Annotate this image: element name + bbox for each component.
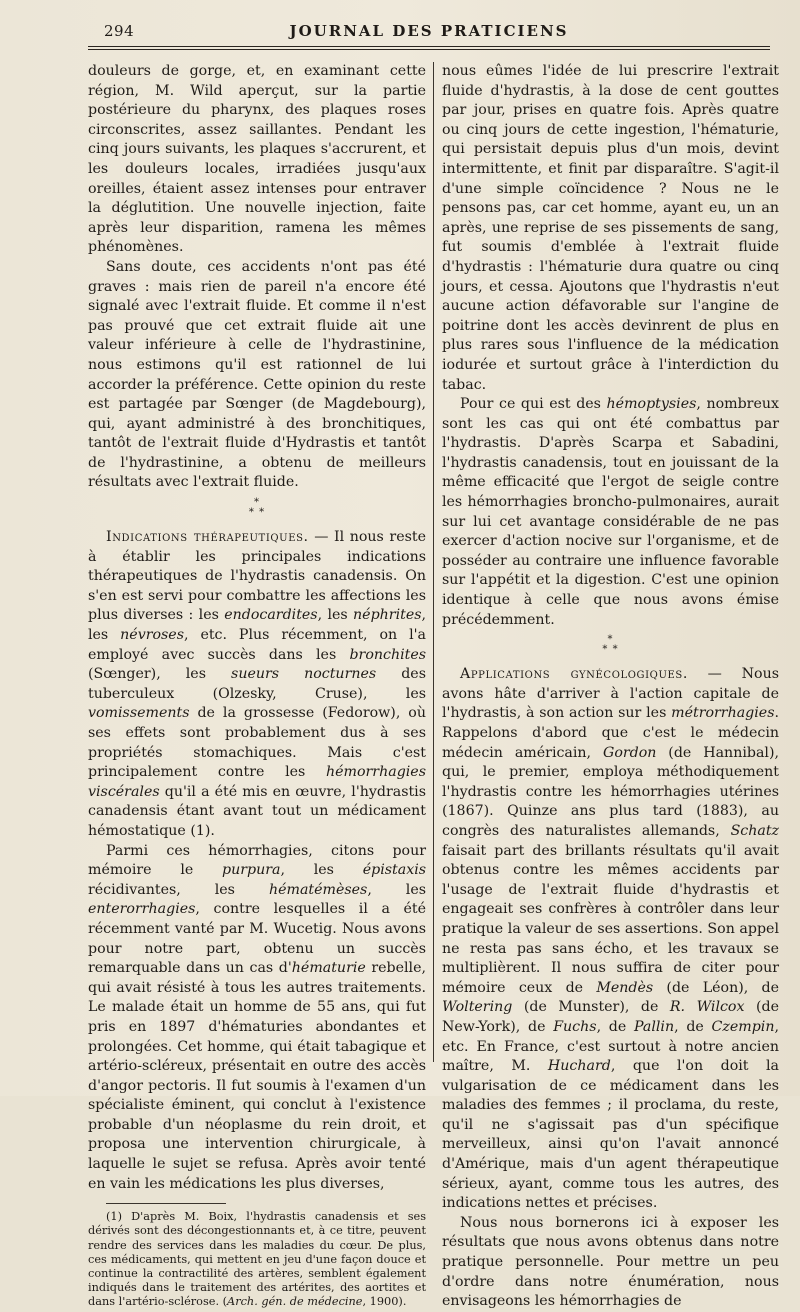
footnote: (1) D'après M. Boix, l'hydrastis canadensis et ses dérivés sont des décongestionnants et, à ce titre, peuvent rendre des services dans les maladies du cœur. De plus, ces médicaments, qui mettent en jeu d'une façon douce et continue la contractilité des artères, semblent également indiqués dans le traitement des artérites, des aortites et dans l'artério-sclérose. (Arch. gén. de médecine, 1900).: [88, 1210, 426, 1309]
paragraph: Pour ce qui est des hémoptysies, nombreux sont les cas qui ont été combattus par l'hydrastis. D'après Scarpa et Sabadini, l'hydrastis canadensis, tout en jouissant de la même efficacité que l'ergot de seigle contre les hémorrhagies broncho-pulmonaires, aurait sur lui cet avantage considérable de ne pas exercer d'action nocive sur l'organisme, et de posséder au contraire une influence favorable sur l'appétit et la digestion. C'est une opinion identique à celle que nous avons émise précédemment.: [442, 396, 779, 628]
asterism-separator: * * *: [602, 634, 619, 656]
paragraph: Parmi ces hémorrhagies, citons pour mémoire le purpura, les épistaxis récidivantes, les hématémèses, les enterorrhagies, contre lesquelles il a été récemment vanté par M. Wucetig. Nous avons pour notre part, obtenu un succès remarquable dans un cas d'hématurie rebelle, qui avait résisté à tous les autres traitements. Le malade était un homme de 55 ans, qui fut pris en 1897 d'hématuries abondantes et prolongées. Cet homme, qui était tabagique et artério-scléreux, présentait en outre des accès d'angor pectoris. Il fut soumis à l'examen d'un spécialiste éminent, qui conclut à l'existence probable d'un néoplasme du rein droit, et proposa une intervention chirurgicale, à laquelle le sujet se refusa. Après avoir tenté en vain les médications les plus diverses,: [88, 842, 427, 1192]
paragraph: douleurs de gorge, et, en examinant cette région, M. Wild aperçut, sur la partie postérieure du pharynx, des plaques roses circonscrites, assez saillantes. Pendant les cinq jours suivants, les plaques s'accrurent, et les douleurs locales, irradiées jusqu'aux oreilles, étaient assez intenses pour entraver la déglutition. Une nouvelle injection, faite après leur disparition, ramena les mêmes phénomènes.: [88, 63, 426, 256]
journal-title: JOURNAL DES PRATICIENS: [289, 22, 569, 40]
paragraph: Nous nous bornerons ici à exposer les résultats que nous avons obtenus dans notre pratique personnelle. Pour mettre un peu d'ordre dans notre énumération, nous envisageons les hémorrhagies de: [442, 1214, 779, 1310]
column-divider: [433, 62, 434, 1062]
page-header: [88, 22, 770, 46]
right-column: [442, 62, 779, 1312]
paragraph: Applications gynécologiques. — Nous avons hâte d'arriver à l'action capitale de l'hydrastis, à son action sur les métrorrhagies. Rappelons d'abord que c'est le médecin médecin américain, Gordon (de Hannibal), qui, le premier, employa méthodiquement l'hydrastis contre les hémorrhagies utérines (1867). Quinze ans plus tard (1883), au congrès des naturalistes allemands, Schatz faisait part des brillants résultats qu'il avait obtenus contre les mêmes accidents par l'usage de l'extrait fluide d'hydrastis et engageait ses confrères à contrôler dans leur pratique la valeur de ses assertions. Son appel ne resta pas sans écho, et les travaux se multiplièrent. Il nous suffira de citer pour mémoire ceux de Mendès (de Léon), de Woltering (de Munster), de R. Wilcox (de New-York), de Fuchs, de Pallin, de Czempin, etc. En France, c'est surtout à notre ancien maître, M. Huchard, que l'on doit la vulgarisation de ce médicament dans les maladies des femmes ; il proclama, du reste, qu'il ne s'agissait pas d'un spécifique merveilleux, ainsi qu'on l'avait annoncé d'Amérique, mais d'un agent thérapeutique sérieux, ayant, comme tous les autres, des indications nettes et précises.: [442, 666, 779, 1212]
section-heading: Indications thérapeutiques.: [106, 529, 309, 546]
paragraph: Sans doute, ces accidents n'ont pas été graves : mais rien de pareil n'a encore été signalé avec l'extrait fluide. Et comme il n'est pas prouvé que cet extrait fluide ait une valeur inférieure à celle de l'hydrastinine, nous estimons qu'il est rationnel de lui accorder la préférence. Cette opinion du reste est partagée par Sœnger (de Magdebourg), qui, ayant administré à des bronchitiques, tantôt de l'extrait fluide d'Hydrastis et tantôt de l'hydrastinine, a obtenu de meilleurs résultats avec l'extrait fluide.: [88, 258, 426, 491]
paragraph: Indications thérapeutiques. — Il nous reste à établir les principales indications thérapeutiques de l'hydrastis canadensis. On s'en est servi pour combattre les affections les plus diverses : les endocardites, les néphrites, les névroses, etc. Plus récemment, on l'a employé avec succès dans les bronchites (Sœnger), les sueurs nocturnes des tuberculeux (Olzesky, Cruse), les vomissements de la grossesse (Fedorow), où ses effets sont probablement dus à ses propriétés stomachiques. Mais c'est principalement contre les hémorrhagies viscérales qu'il a été mis en œuvre, l'hydrastis canadensis étant avant tout un médicament hémostatique (1).: [88, 529, 427, 839]
page-number: 294: [104, 22, 135, 40]
header-rule: [88, 46, 770, 50]
section-heading: Applications gynécologiques.: [460, 666, 688, 683]
footnote-rule: [106, 1203, 226, 1204]
left-column: [88, 62, 426, 1310]
asterism-separator: * * *: [248, 497, 266, 519]
paragraph: nous eûmes l'idée de lui prescrire l'extrait fluide d'hydrastis, à la dose de cent gouttes par jour, prises en quatre fois. Après quatre ou cinq jours de cette ingestion, l'hématurie, qui persistait depuis plus d'un mois, devint intermittente, et finit par disparaître. S'agit-il d'une simple coïncidence ? Nous ne le pensons pas, car cet homme, ayant eu, un an après, une reprise de ses pissements de sang, fut soumis d'emblée à l'extrait fluide d'hydrastis : l'hématurie dura quatre ou cinq jours, et cessa. Ajoutons que l'hydrastis n'eut aucune action défavorable sur l'angine de poitrine dont les accès devinrent de plus en plus rares sous l'influence de la médication iodurée et surtout grâce à l'interdiction du tabac.: [442, 63, 779, 393]
